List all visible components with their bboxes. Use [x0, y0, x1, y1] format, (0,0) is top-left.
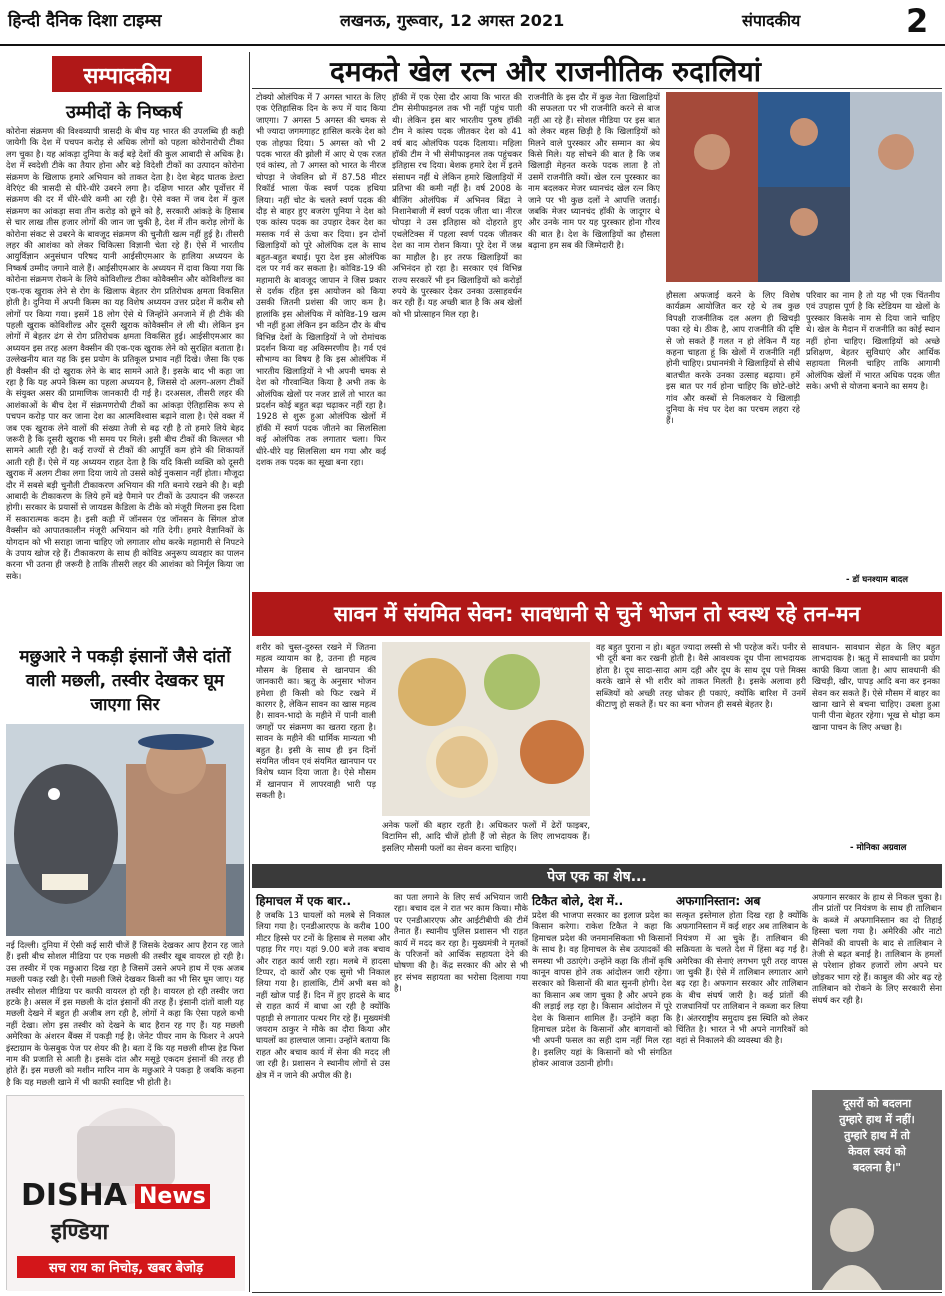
food-byline: - मोनिका अग्रवाल — [850, 843, 907, 853]
food-headline: सावन में संयमित सेवन: सावधानी से चुनें भोजन तो स्वस्थ रहे तन-मन — [333, 602, 861, 626]
masthead — [0, 0, 945, 46]
ticket-headline: टिकैत बोले, देश में.. — [532, 894, 624, 908]
fish-body: नई दिल्ली। दुनिया में ऐसी कई सारी चीजें हैं जिसके देखकर आप हैरान रह जाते हैं। इसी बीच सोशल मीडिया पर एक मछली की तस्वीर खूब वायरल हो रही है। उस तस्वीर में एक मछुआरा दिख रहा है जिसमें उसने अपने हाथ में एक अजब मछली पकड़ रखी है। ऐसी मछली जिसे देखकर किसी का भी सिर घूम जाए। यह तस्वीर सोशल मीडिया पर काफी वायरल हो रही है। वायरल हो रही तस्वीर जरा हटके है। असल में इस मछली के दांत इंसानों की तरह हैं। इंसानी दांतों वाली यह मछली देखने में बहुत ही अजीब लग रही है, लोगों ने कहा कि ऐसा पहले कभी नहीं देखा। लोग इस तस्वीर को देखने के बाद हैरान रह गए हैं। यह मछली अमेरिका के अंशरन बैंक्स में पकड़ी गई है। जेनेट पीयर नाम के फिशर ने अपने इंस्टाग्राम के फेसबुक पेज पर शेयर की है। बता दें कि यह मछली शीप्स हेड फिश नाम की प्रजाति से आती है। इसके दांत और मसूड़े एकदम इंसानों की तरह ही होते हैं। इस मछली को मशीन मारिन नाम के मछुआरे ने पकड़ा है जबकि कहना है कि यह मछली खाने में भी काफी स्वादिष्ट भी होती है। — [6, 940, 244, 1087]
continued-strip — [252, 864, 942, 888]
section-label: संपादकीय — [742, 11, 801, 30]
editorial-banner — [52, 56, 202, 92]
column-rule — [252, 1292, 942, 1293]
fish-photo — [6, 724, 244, 936]
editorial-banner-label: सम्पादकीय — [83, 64, 171, 89]
afghan-body-col2: अफगान सरकार के हाथ से निकल चुका है। तीन प्रांतों पर नियंत्रण के साथ ही तालिबान के कब्जे में अफगानिस्तान का दो तिहाई हिस्सा चला गया है। अमेरिकी और नाटो सैनिकों की वापसी के बाद से तालिबान ने तेजी से बढ़त बनाई है। तालिबान के हमलों से परेशान होकर हजारों लोग अपने घर छोड़कर भाग रहे हैं। काबुल की ओर बढ़ रहे तालिबान को रोकने के लिए सरकारी सेना संघर्ष कर रही है। — [812, 892, 942, 1005]
food-body-col2: अनेक फलों की बहार रहती है। अधिकतर फलों में ढेरों फाइबर, विटामिन सी, आदि चीजें होती हैं जो सेहत के लिए लाभदायक हैं। इसलिए मौसमी फलों का सेवन करना चाहिए। — [382, 820, 590, 853]
sports-body-col5: परिवार का नाम है तो यह भी एक चिंतनीय एवं उपहास पूर्ण है कि स्टेडियम या खेलों के पुरस्कार किसके नाम से दिया जाने चाहिए थे। खेल के मैदान में राजनीति का कोई स्थान नहीं होना चाहिए। खिलाड़ियों को अच्छे प्रशिक्षण, बेहतर सुविधाएं और आर्थिक सहायता मिलनी चाहिए ताकि आगामी ओलंपिक खेलों में भारत अधिक पदक जीत सके। अभी से योजना बनाने का समय है। — [806, 290, 940, 392]
himachal-body: है जबकि 13 घायलों को मलबे से निकाल लिया गया है। एनडीआरएफ के करीब 100 मीटर हिस्से पर टनों के हिसाब से मलबा और पहाड़ गिर गए। यहां 9.00 बजे तक बचाव और राहत कार्य जारी रहा। मलबे में हादसा टिप्पर, दो कारों और एक सुमो भी निकाल लिया गया है। हालांकि, टीमें अभी बस को नहीं खोज पाईं हैं। दिन में हुए हादसे के बाद से राहत कार्य में बाधा आ रही है क्योंकि पहाड़ी से लगातार पत्थर गिर रहे हैं। मुख्यमंत्री जयराम ठाकुर ने मौके का दौरा किया और घायलों का हालचाल जाना। उन्होंने बताया कि राहत और बचाव कार्य में सेना की मदद ली जा रही है। प्रशासन ने स्थानीय लोगों से उस क्षेत्र में न जाने की अपील की है। — [256, 910, 390, 1080]
paper-name: हिन्दी दैनिक दिशा टाइम्स — [8, 11, 162, 31]
ad-brand-india: इण्डिया — [51, 1220, 109, 1245]
himachal-headline: हिमाचल में एक बार.. — [256, 894, 352, 908]
afghan-body: सत्कृत इस्तेमाल होता दिख रहा है क्योंकि अफगानिस्तान में कई शहर अब तालिबान के नियंत्रण में आ चुके हैं। तालिबान की सक्रियता के चलते देश में हिंसा बढ़ गई है। अमेरिका की सेनाएं लगभग पूरी तरह वापस जा चुकी हैं। ऐसे में तालिबान लगातार आगे बढ़ रहा है। अफगान सरकार और तालिबान के बीच संघर्ष जारी है। कई प्रांतों की राजधानियों पर तालिबान ने कब्जा कर लिया है। अंतरराष्ट्रीय समुदाय इस स्थिति को लेकर चिंतित है। भारत ने भी अपने नागरिकों को वहां से निकालने की व्यवस्था की है। — [676, 910, 808, 1046]
sports-byline: - डॉ घनश्याम बादल — [846, 575, 909, 585]
disha-news-ad — [6, 1095, 244, 1290]
olympic-athletes-photo — [666, 92, 942, 282]
quote-line-1: दूसरों को बदलना — [842, 1097, 912, 1110]
food-photo — [382, 642, 590, 816]
ad-brand-disha: DISHA — [21, 1178, 127, 1213]
quote-line-5: बदलना है।" — [852, 1161, 902, 1174]
food-bowls-illustration — [382, 642, 590, 816]
sports-body-col1: टोक्यो ओलंपिक में 7 अगस्त भारत के लिए एक ऐतिहासिक दिन के रूप में याद किया जाएगा। 7 अगस्त 5 अगस्त की चमक से भी ज्यादा जगमगाहट हासिल करके देश को एक तोहफा दिया। 5 अगस्त को भी 2 पदक भारत की झोली में आए थे एक रजत एवं कांस्य, तो 7 अगस्त को भारत के नीरज चोपड़ा ने जेवलिन थ्रो में 87.58 मीटर रिकॉर्ड भाला फेंक स्वर्ण पदक हथिया लिया। नहीं चोट के चलते स्वर्ण पदक की दौड़ से बाहर हुए बजरंग पूनिया ने देश को एक कांस्य पदक का उपहार देकर देश का मस्तक गर्व से ऊंचा कर दिया। इन दोनों खिलाड़ियों को पूरे ओलंपिक दल के साथ बहुत-बहुत बधाई। पूरा देश इस ओलंपिक दल पर गर्व कर सकता है। कोविड-19 की महामारी के बावजूद जापान ने जिस प्रकार से दर्शक रहित इस आयोजन को किया उसकी जितनी प्रशंसा की जाए कम है। हालांकि इस ओलंपिक में कोविड-19 खत्म भी नहीं हुआ लेकिन इन कठिन दौर के बीच विभिन्न देशों के खिलाड़ियों ने जो रोमांचक प्रदर्शन किया वह अविस्मरणीय है। गर्व एवं सौभाग्य का विषय है कि इस ओलंपिक में भारतीय खिलाड़ियों ने भी अपनी चमक से देश को गौरवान्वित किया है अभी तक के ओलंपिक खेलों पर नजर डालें तो भारत का प्रदर्शन कोई बहुत बढ़ा चढ़ाकर नहीं रहा है। 1928 से शुरू हुआ ओलंपिक खेलों में हॉकी में स्वर्ण पदक जीतने का सिलसिला कई ओलंपिक तक लगातार चला। फिर धीरे-धीरे यह सिलसिला थम गया और कई दशक तक पदक का सूखा बना रहा। — [256, 92, 386, 467]
dateline: लखनऊ, गुरूवार, 12 अगस्त 2021 — [340, 11, 565, 30]
editorial-body: कोरोना संक्रमण की विश्वव्यापी त्रासदी के बीच यह भारत की उपलब्धि ही कही जायेगी कि देश में पचपन करोड़ से अधिक लोगों को पहला कोरोनारोधी टीका लग चुका है। यह आंकड़ा दुनिया के कई बड़े देशों की कुल आबादी से अधिक है। देश में स्वदेशी टीके का तैयार होना और बड़े विदेशी टीकों का उत्पादन कोरोना संक्रमण के खिलाफ हमारे अभियान को ताकत देता है। देश बेहद घातक डेल्टा वेरिएंट की त्रासदी से धीरे-धीरे उबरने लगा है। दक्षिण भारत और पूर्वोत्तर में संक्रमण की दर में धीरे-धीरे कमी आ रही है। ऐसे वक्त में जब देश में कुल संक्रमण का आंकड़ा सवा तीन करोड़ को छूने को है, सरकारी आंकड़े के हिसाब से चार लाख तीस हजार लोगों की जान जा चुकी है, देश में तीन करोड़ लोगों के कोरोना संकट से उबरने के बावजूद संक्रमण की चुनौती खत्म नहीं हुई है। तीसरी लहर की आशंका को लेकर चिकित्सा विज्ञानी चेता रहे हैं। ऐसे में भारतीय आयुर्विज्ञान अनुसंधान परिषद यानी आईसीएमआर के हालिया अध्ययन के निष्कर्ष उम्मीद जगाने वाले हैं। आईसीएमआर के अध्ययन में दावा किया गया कि कोरोना संक्रमण रोकने के लिये कोविशील्ड टीका कोवैक्सीन और कोविशील्ड का एक-एक खुराक लेने से रोग के खिलाफ बेहतर रोग प्रतिरोधक क्षमता विकसित होती है। दुनिया में अपनी किस्म का यह विशेष अध्ययन उत्तर प्रदेश में करीब सौ लोगों पर किया गया। इसमें 18 लोग ऐसे थे जिन्होंने अनजाने में ही टीके की पहली खुराक कोविशील्ड और दूसरी खुराक कोवैक्सीन ले ली थी। लेकिन इन लोगों में बेहतर ढंग से रोग प्रतिरोधक क्षमता विकसित हुई। आईसीएमआर का अध्ययन इस तरह अलग वैक्सीन की एक-एक खुराक लेने को सुरक्षित बताता है। उल्लेखनीय बात यह कि इस प्रयोग के प्रतिकूल प्रभाव नहीं दिखे। जैसा कि एक ही वैक्सीन की दो खुराक लेने के बाद सामने आते हैं। इसके बाद भी कहा जा रहा है कि यह अपने किस्म का पहला अध्ययन है, जिससे दो अलग-अलग टीकों के संयुक्त असर की प्रामाणिक जानकारी दी गई है। दरअसल, तीसरी लहर की आशंकाओं के बीच देश में संक्रमणरोधी टीकों का आंकड़ा ऐतिहासिक रूप से पचपन करोड़ पार कर जाना देश का आत्मविश्वास बढ़ाने वाला है। ऐसे वक्त में जब एक खुराक लेने वालों की संख्या तेजी से बढ़ रही है तो हमारे लिये बेहद जरूरी है कि दूसरी खुराक भी समय पर मिले। इसी बीच टीकों की किल्लत भी सामने आती रही है। कई राज्यों से टीकों की आपूर्ति कम होने की शिकायतें आती रही हैं। ऐसे में यह अध्ययन राहत देता है कि यदि किसी व्यक्ति को दूसरी खुराक में अलग टीका लगा दिया जाये तो उससे कोई नुकसान नहीं होता। मौजूदा दौर में सबसे बड़ी चुनौती टीकाकरण अभियान की गति बनाये रखने की है। बड़ी आबादी के टीकाकरण के लिये हमें बड़े पैमाने पर टीकों के उत्पादन की जरूरत होगी। सरकार के प्रयासों से जायडस कैडिला के टीके को मंजूरी मिलना इस दिशा में सकारात्मक कदम है। इसी कड़ी में जॉनसन एंड जॉनसन के सिंगल डोज वैक्सीन को आपातकालीन मंजूरी अभियान को गति देगी। हमारे वैज्ञानिकों के योगदान को भी सराहा जाना चाहिए जो लगातार शोध करके महामारी से निपटने के उपाय खोज रहे हैं। टीकाकरण के साथ ही कोविड अनुरूप व्यवहार का पालन करना भी उतना ही जरूरी है ताकि तीसरी लहर की आशंका को निर्मूल किया जा सके। — [6, 126, 244, 581]
page-number: 2 — [906, 2, 929, 40]
sports-body-col4: हौसला अफजाई करने के लिए विशेष कार्यक्रम आयोजित कर रहे थे तब कुछ विपक्षी राजनीतिक दल अलग ही खिचड़ी पका रहे थे। ठीक है, आप राजनीति की दृष्टि से जो सकते हैं गलत न हो लेकिन मैं यह कहना चाहता हूं कि खेलों में राजनीति नहीं होनी चाहिए। प्रधानमंत्री ने खिलाड़ियों से सीधे बातचीत करके उनका उत्साह बढ़ाया। हमें इस बात पर गर्व होना चाहिए कि छोटे-छोटे गांव और कस्बों से निकलकर ये खिलाड़ी दुनिया के मंच पर देश का परचम लहरा रहे हैं। — [666, 290, 800, 426]
quote-line-4: केवल स्वयं को — [848, 1145, 906, 1158]
column-rule — [252, 88, 942, 89]
ad-tagline: सच राय का निचोड़, खबर बेजोड़ — [17, 1256, 235, 1278]
afghan-headline: अफगानिस्तान: अब — [676, 894, 761, 908]
ad-brand-news: News — [135, 1184, 210, 1209]
sports-body-col3: राजनीति के इस दौर में कुछ नेता खिलाड़ियों की सफलता पर भी राजनीति करने से बाज नहीं आ रहे हैं। सोशल मीडिया पर इस बात को लेकर बहस छिड़ी है कि खिलाड़ियों को मिलने वाले पुरस्कार और सम्मान का श्रेय किसे मिले। यह सोचने की बात है कि जब खिलाड़ी मेहनत करके पदक लाता है तो उसमें राजनीति क्यों। खेल रत्न पुरस्कार का नाम बदलकर मेजर ध्यानचंद खेल रत्न किए जाने पर भी कुछ दलों ने आपत्ति जताई। जबकि मेजर ध्यानचंद हॉकी के जादूगर थे और उनके नाम पर यह पुरस्कार होना गौरव की बात है। देश के खिलाड़ियों का हौसला बढ़ाना हम सब की जिम्मेदारी है। — [528, 92, 660, 251]
ticket-body: प्रदेश की भाजपा सरकार का इलाज प्रदेश का किसान करेगा। राकेश टिकैत ने कहा कि हिमाचल प्रदेश की जनमानसिकता भी किसानों के साथ है। वह हिमाचल के सेब उत्पादकों की समस्या भी उठाएंगे। उन्होंने कहा कि तीनों कृषि कानून वापस होने तक आंदोलन जारी रहेगा। सरकार को किसानों की बात सुननी होगी। देश का किसान अब जाग चुका है और अपने हक की लड़ाई लड़ रहा है। किसान आंदोलन में पूरे देश के किसान शामिल हैं। उन्होंने कहा कि हिमाचल प्रदेश के किसानों और बागवानों को भी अपनी फसल का सही दाम नहीं मिल रहा है। इसलिए यहां के किसानों को भी संगठित होकर आवाज उठानी होगी। — [532, 910, 672, 1069]
fish-headline: मछुआरे ने पकड़ी इंसानों जैसे दांतों वाली मछली, तस्वीर देखकर घूम जाएगा सिर — [19, 647, 231, 715]
fishermen-illustration — [6, 724, 244, 936]
column-divider — [249, 52, 250, 1292]
quote-box — [812, 1090, 942, 1290]
quote-line-2: तुम्हारे हाथ में नहीं। — [839, 1113, 915, 1126]
food-headline-band — [252, 592, 942, 636]
food-body-col1: शरीर को चुस्त-दुरुस्त रखने में जितना महत्व व्यायाम का है, उतना ही महत्व मौसम के हिसाब से खानपान की जानकारी का। ऋतु के अनुसार भोजन हमेशा ही किसी को फिट रखने में कारगर है, लेकिन सावन का खास महत्व है। सावन-भादो के महीने में पानी वाली जगहों पर संक्रमण का खतरा रहता है। सावन के महीने की धार्मिक मान्यता भी बहुत है। इसी के साथ ही इन दिनों संयमित जीवन एवं संयमित खानपान पर विशेष ध्यान दिया जाता है। ऐसे मौसम में खानपान में लापरवाही भारी पड़ सकती है। — [256, 642, 376, 801]
food-body-col4: सावधान- सावधान सेहत के लिए बहुत लाभदायक है। ऋतु में सावधानी का प्रयोग काफी किया जाता है। आप सावधानी की खिचड़ी, खीर, पापड़ आदि बना कर इनका सेवन कर सकते हैं। ऐसे मौसम में बाहर का खाना खाने से बचना चाहिए। उबला हुआ पानी पीना बेहतर रहेगा। भूख से थोड़ा कम खाना पाचन के लिए अच्छा है। — [812, 642, 940, 732]
food-body-col3: वह बहुत पुराना न हो। बहुत ज्यादा लस्सी से भी परहेज करें। पनीर से भी दूरी बना कर रखनी होती है। वैसे आवश्यक दूध पीना लाभदायक होता है। दूध सादा-सादा आम दही और दूध के साथ दूध पत्ते मिक्स करके खाने से भी शरीर को ताकत मिलती है। इसके अलावा हरी सब्जियों को अच्छी तरह धोकर ही पकाएं, क्योंकि बारिश में उनमें कीटाणु हो सकते हैं। घर का बना भोजन ही सबसे बेहतर है। — [596, 642, 806, 710]
athletes-collage — [666, 92, 942, 282]
editorial-headline: उम्मीदों के निष्कर्ष — [65, 102, 183, 123]
sports-body-col2: हॉकी में एक ऐसा दौर आया कि भारत की टीम सेमीफाइनल तक भी नहीं पहुंच पाती थी। लेकिन इस बार भारतीय पुरुष हॉकी टीम ने कांस्य पदक जीतकर देश को 41 वर्ष बाद ओलंपिक पदक दिलाया। महिला हॉकी टीम ने भी सेमीफाइनल तक पहुंचकर इतिहास रच दिया। बेशक हमारे देश में इतने संसाधन नहीं थे लेकिन हमारे खिलाड़ियों में प्रतिभा की कमी नहीं है। वर्ष 2008 के बीजिंग ओलंपिक में अभिनव बिंद्रा ने निशानेबाजी में स्वर्ण पदक जीता था। नीरज चोपड़ा ने उस इतिहास को दोहराते हुए एथलेटिक्स में पहला स्वर्ण पदक जीतकर देश का नाम रोशन किया। पूरे देश में जश्न का माहौल है। हर तरफ खिलाड़ियों का अभिनंदन हो रहा है। सरकार एवं विभिन्न राज्य सरकारें भी इन खिलाड़ियों को करोड़ों रुपये के पुरस्कार देकर उनका उत्साहवर्धन कर रही हैं। यह अच्छी बात है कि अब खेलों को भी प्रोत्साहन मिल रहा है। — [392, 92, 522, 319]
himachal-body-col2: का पता लगाने के लिए सर्च अभियान जारी रहा। बचाव दल ने रात भर काम किया। मौके पर एनडीआरएफ और आईटीबीपी की टीमें तैनात हैं। स्थानीय पुलिस प्रशासन भी राहत कार्य में मदद कर रहा है। मुख्यमंत्री ने मृतकों के परिजनों को आर्थिक सहायता देने की घोषणा की है। केंद्र सरकार की ओर से भी हर संभव सहायता का भरोसा दिलाया गया है। — [394, 892, 528, 994]
sports-headline: दमकते खेल रत्न और राजनीतिक रुदालियां — [330, 55, 761, 88]
quote-line-3: तुम्हारे हाथ में तो — [844, 1129, 910, 1142]
continued-strip-label: पेज एक का शेष... — [547, 869, 647, 885]
